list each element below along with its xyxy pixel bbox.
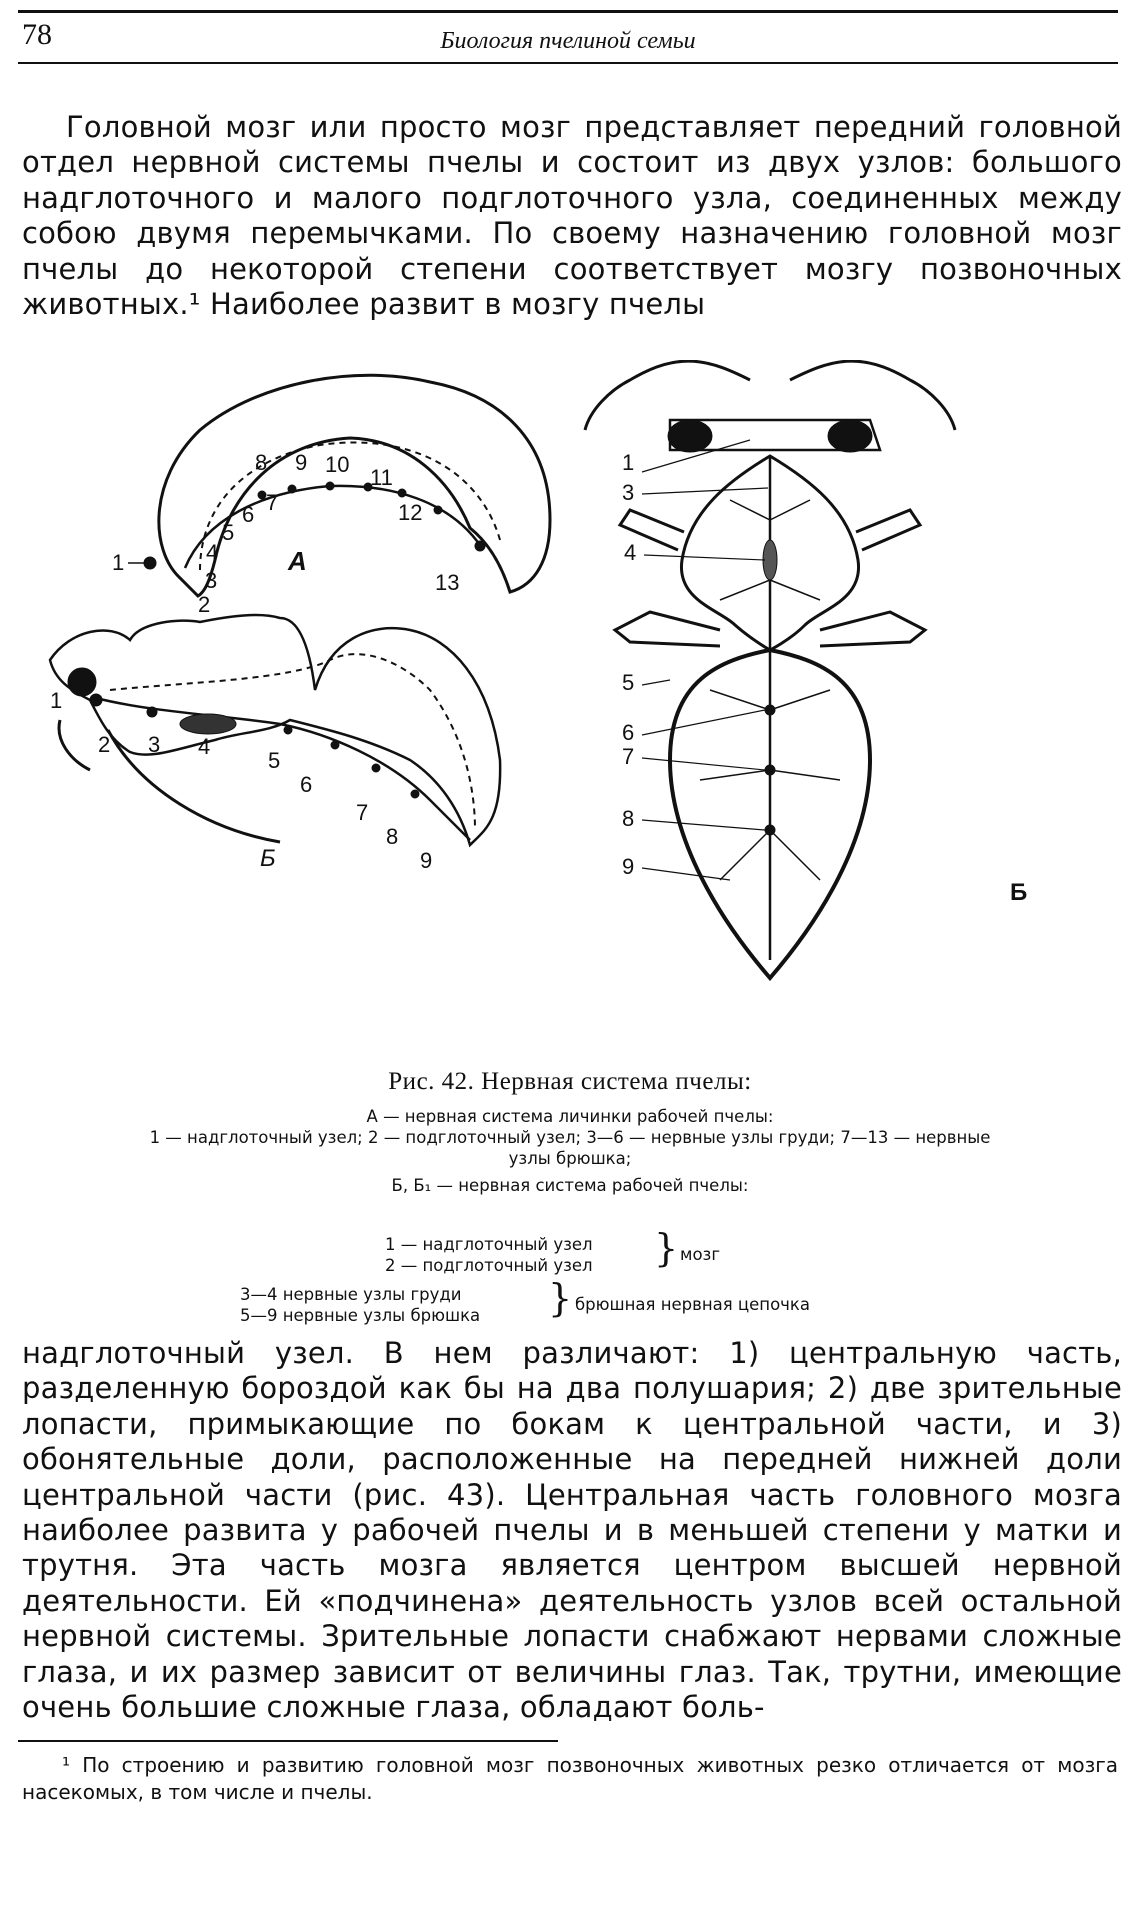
side-bee-ganglion: [372, 764, 380, 772]
larva-label: 1: [112, 550, 125, 575]
panel-a-letter: А: [288, 546, 307, 576]
legend-b-group-1: мозг: [680, 1245, 720, 1264]
side-bee-ganglion-brain: [68, 668, 96, 696]
legend-a-title: А — нервная система личинки рабочей пчелы:: [366, 1107, 774, 1126]
larva-label: 4: [206, 540, 219, 565]
leader-6: [642, 710, 765, 735]
larva-ganglion: [398, 489, 406, 497]
dorsal-label: 4: [624, 540, 637, 565]
legend-b-2: 2 — подглоточный узел: [385, 1256, 593, 1275]
leg-right-1: [856, 510, 920, 550]
larva-ganglion: [475, 541, 485, 551]
side-bee-ganglion: [90, 694, 102, 706]
figure-caption: [20, 1068, 1120, 1196]
side-label: 9: [420, 848, 433, 873]
leg-left-2: [615, 612, 720, 646]
figure-42: [30, 360, 1120, 1068]
side-label: 1: [50, 688, 63, 713]
side-label: 7: [356, 800, 369, 825]
legend-b-title: Б, Б₁ — нервная система рабочей пчелы:: [391, 1176, 749, 1195]
side-label: 2: [98, 732, 111, 757]
larva-label: 6: [242, 502, 255, 527]
leader-3: [642, 488, 768, 494]
larva-diagram: [128, 375, 550, 596]
legend-b-4: 5—9 нервные узлы брюшка: [240, 1306, 481, 1325]
larva-ganglion: [258, 491, 266, 499]
larva-label: 7: [266, 490, 279, 515]
leader-8: [642, 820, 765, 830]
side-label: 3: [148, 732, 161, 757]
side-bee-dashed: [110, 654, 475, 830]
side-bee-ganglion: [411, 790, 419, 798]
dorsal-ganglion: [763, 540, 777, 580]
legend-a-items: 1 — надглоточный узел; 2 — подглоточный узел; 3—6 — нервные узлы груди; 7—13 — нервные: [149, 1128, 991, 1147]
legend-b-1: 1 — надглоточный узел: [385, 1235, 593, 1254]
running-header: [18, 12, 1118, 60]
larva-ganglion: [326, 482, 334, 490]
larva-label: 12: [398, 500, 423, 525]
side-bee-cord: [96, 698, 470, 840]
side-bee-outline: [50, 615, 500, 845]
dorsal-label: 9: [622, 854, 635, 879]
leader-9: [642, 868, 730, 880]
larva-label: 9: [295, 450, 308, 475]
leader-4: [644, 555, 765, 560]
legend-b-group-2: брюшная нервная цепочка: [575, 1295, 811, 1314]
paragraph-1: Головной мозг или просто мозг представляет передний головной отдел нервной системы пчелы и состоит из двух узлов: большого надглоточного и малого подглоточного узла, соединенных между собою двумя перемычками. По своему назначению головной мозг пчелы до некоторой степени соответствует мозгу позвоночных животных.¹ Наиболее развит в мозгу пчелы: [22, 110, 1122, 322]
side-bee-labels: [50, 688, 432, 873]
footnote: ¹ По строению и развитию головной мозг позвоночных животных резко отличается от мозга насекомых, в том числе и пчелы.: [22, 1753, 1118, 1804]
brace-brain: }: [654, 1226, 679, 1270]
paragraph-2: надглоточный узел. В нем различают: 1) центральную часть, разделенную бороздой как бы на два полушария; 2) две зрительные лопасти, примыкающие по бокам к центральной части, и 3) обонятельные доли, расположенные на передней нижней доли центральной части (рис. 43). Центральная часть головного мозга наиболее развита у рабочей пчелы и в меньшей степени у матки и трутня. Эта часть мозга является центром высшей нервной деятельности. Ей «подчинена» деятельность узлов всей остальной нервной системы. Зрительные лопасти снабжают нервами сложные глаза, и их размер зависит от величины глаз. Так, трутни, имеющие очень большие сложные глаза, обладают боль-: [22, 1336, 1122, 1725]
page-number: 78: [22, 18, 52, 51]
panel-b1-letter: Б: [260, 845, 276, 872]
legend-a-items-cont: узлы брюшка;: [508, 1149, 632, 1168]
leader-5: [642, 680, 670, 685]
side-bee-diagram: [50, 615, 500, 845]
larva-label: 13: [435, 570, 460, 595]
side-bee-ganglion: [147, 707, 157, 717]
larva-label: 10: [325, 452, 350, 477]
dorsal-label: 8: [622, 806, 635, 831]
side-bee-ganglion: [284, 726, 292, 734]
side-label: 8: [386, 824, 399, 849]
caption-title: Рис. 42. Нервная система пчелы:: [388, 1068, 752, 1095]
side-label: 6: [300, 772, 313, 797]
larva-ganglion: [288, 485, 296, 493]
panel-b-letter: Б: [1010, 879, 1028, 906]
header-rule: [18, 62, 1118, 64]
larva-ganglion: [434, 506, 442, 514]
dorsal-label: 3: [622, 480, 635, 505]
side-bee-ganglion-thorax: [180, 714, 236, 734]
dorsal-label: 6: [622, 720, 635, 745]
larva-label: 8: [255, 450, 268, 475]
larva-label: 5: [222, 520, 235, 545]
legend-b-3: 3—4 нервные узлы груди: [240, 1285, 462, 1304]
larva-label: 3: [205, 568, 218, 593]
leader-7: [642, 758, 765, 770]
larva-labels: [112, 450, 459, 617]
dorsal-bee-diagram: [585, 361, 955, 978]
dorsal-label: 7: [622, 744, 635, 769]
dorsal-label: 5: [622, 670, 635, 695]
side-label: 4: [198, 734, 211, 759]
eye-left: [668, 420, 712, 452]
brace-cord: }: [548, 1276, 573, 1320]
eye-right: [828, 420, 872, 452]
larva-label: 11: [370, 465, 393, 490]
larva-ganglion: [144, 557, 156, 569]
dorsal-label: 1: [622, 450, 635, 475]
leg-right-2: [820, 612, 925, 646]
side-bee-proboscis: [59, 720, 280, 842]
side-label: 5: [268, 748, 281, 773]
running-title: Биология пчелиной семьи: [440, 28, 696, 54]
footnote-rule: [18, 1740, 558, 1742]
side-bee-ganglion: [331, 741, 339, 749]
larva-label: 2: [198, 592, 211, 617]
